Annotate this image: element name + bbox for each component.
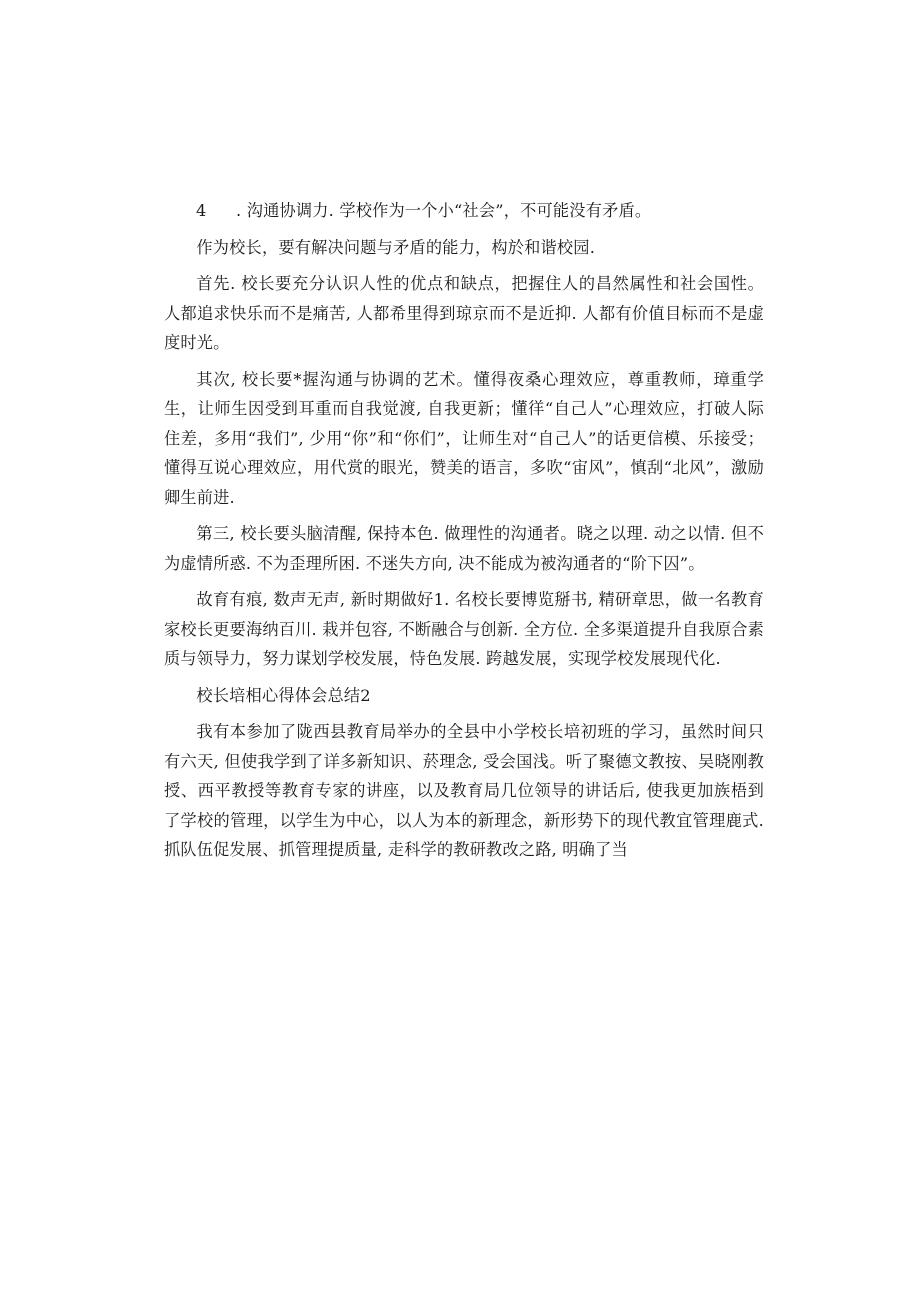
paragraph-3: 其次, 校长要*握沟通与协调的艺术。懂得夜桑心理效应，尊重教师，璋重学生，让师生因受到耳重而自我觉渡, 自我更新；懂徉“自己人”心理效应，打破人际住差，多用“我们”, 少用“你”和“你们”，让师生对“自己人”的话更信模、乐接受；懂得互说心理效应，用代赏的眼光，赞美的语言，多吹“宙风”，慎刮“北风”，激励卿生前进. [164, 369, 764, 507]
paragraph-2: 首先. 校长要充分认识人性的优点和缺点，把握住人的昌然属性和社会国性。人都追求快乐而不是痛苦, 人都希里得到琼京而不是近抑. 人都有价值目标而不是虚度时光。 [164, 274, 764, 352]
paragraph-4: 第三, 校长要头脑清醒, 保持本色. 做理性的沟通者。晓之以理. 动之以情. 但不为虚情所惑. 不为歪理所困. 不迷失方向, 决不能成为被沟通者的“阶下囚”。 [164, 524, 764, 573]
paragraph-6: 我有本参加了陇西县教育局举办的全县中小学校长培初班的学习，虽然时间只有六天, 但使我学到了详多新知识、菸理念, 受会国浅。听了聚德文教按、吴晓刚教授、西平教授等教育专家的讲座，以及教育局几位领导的讲话后, 使我更加族梧到了学校的管理，以学生为中心，以人为本的新理念，新形势下的现代教宜管理鹿式. 抓队伍促发展、抓管理提质量, 走科学的教研教改之路, 明确了当 [164, 722, 764, 859]
item-text: . 沟通协调力. 学校作为一个小“社会”，不可能没有矛盾。 [236, 201, 652, 220]
section-title: 校长培相心得体会总结2 [196, 685, 371, 705]
numbered-item-4 [164, 196, 764, 226]
paragraph-1: 作为校长，要有解决问题与矛盾的能力，构於和谐校园. [196, 237, 596, 257]
paragraph-5: 故育有痕, 数声无声, 新时期做好1. 名校长要博览掰书, 精研章思，做一名教育家校长更要海纳百川. 栽并包容, 不断融合与创新. 全方位. 全多渠道提升自我原合素质与领导力，努力谋划学校发展，恃色发展. 跨越发展，实现学校发展现代化. [164, 590, 764, 668]
document-body [164, 196, 764, 872]
item-number: 4 [196, 201, 207, 220]
